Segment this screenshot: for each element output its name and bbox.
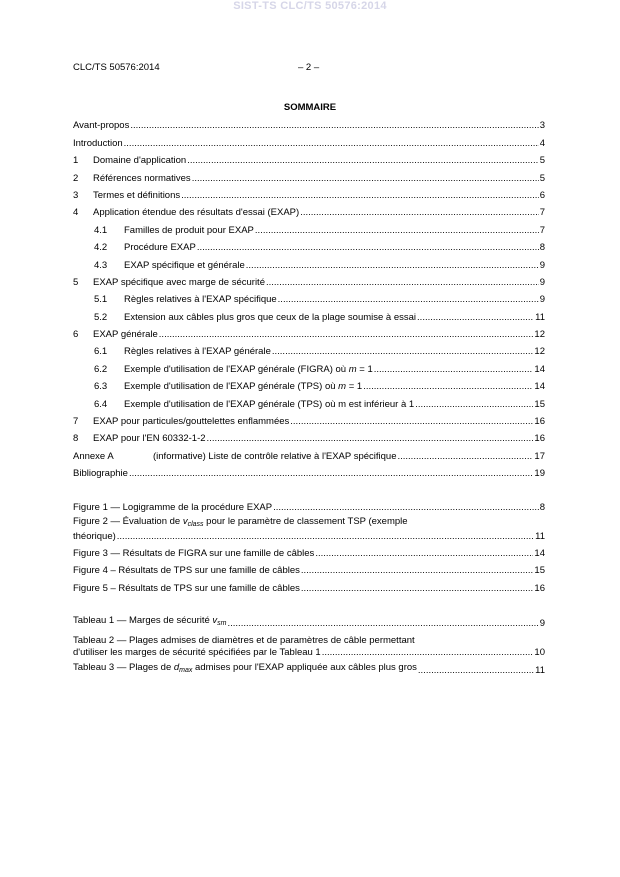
toc-entry-bibliographie[interactable]: Bibliographie ..... 19 xyxy=(73,463,545,480)
toc-entry-5[interactable]: 5 EXAP spécifique avec marge de sécurité ..... 9 xyxy=(73,272,545,289)
toc-entry-annexe-a[interactable]: Annexe A (informative) Liste de contrôle relative à l'EXAP spécifique ..... 17 xyxy=(73,445,545,462)
toc-entry-6-2[interactable]: 6.2 Exemple d'utilisation de l'EXAP générale (FIGRA) où m = 1 ..... 14 xyxy=(73,358,545,375)
figure-entry-3[interactable]: Figure 3 — Résultats de FIGRA sur une famille de câbles ..... 14 xyxy=(73,543,545,560)
toc-entry-3[interactable]: 3 Termes et définitions ..... 6 xyxy=(73,185,545,202)
toc-entry-1[interactable]: 1 Domaine d'application ..... 5 xyxy=(73,150,545,167)
watermark: SIST-TS CLC/TS 50576:2014 xyxy=(233,0,387,12)
toc-entry-2[interactable]: 2 Références normatives ..... 5 xyxy=(73,167,545,184)
toc-entry-6[interactable]: 6 EXAP générale ..... 12 xyxy=(73,324,545,341)
toc-entry-4[interactable]: 4 Application étendue des résultats d'essai (EXAP) ..... 7 xyxy=(73,202,545,219)
toc-entry-5-1[interactable]: 5.1 Règles relatives à l'EXAP spécifique ..... 9 xyxy=(73,289,545,306)
figure-entry-4[interactable]: Figure 4 – Résultats de TPS sur une famille de câbles ..... 15 xyxy=(73,560,545,577)
toc-entry-6-4[interactable]: 6.4 Exemple d'utilisation de l'EXAP générale (TPS) où m est inférieur à 1 ..... 15 xyxy=(73,393,545,410)
toc-entry-4-1[interactable]: 4.1 Familles de produit pour EXAP ..... 7 xyxy=(73,219,545,236)
toc-entry-8[interactable]: 8 EXAP pour l'EN 60332-1-2 ..... 16 xyxy=(73,428,545,445)
toc-entry-4-2[interactable]: 4.2 Procédure EXAP ..... 8 xyxy=(73,237,545,254)
toc-entry-5-2[interactable]: 5.2 Extension aux câbles plus gros que ceux de la plage soumise à essai ..... 11 xyxy=(73,306,545,323)
table-entry-1[interactable]: Tableau 1 — Marges de sécurité $v_{sm}$ ..... 9 xyxy=(73,613,545,630)
table-entry-2[interactable]: Tableau 2 — Plages admises de diamètres et de paramètres de câble permettant d'utiliser les marges de sécurité spécifiées par le Tableau 1 ..... 10 xyxy=(73,630,545,659)
toc-entry-6-1[interactable]: 6.1 Règles relatives à l'EXAP générale ..... 12 xyxy=(73,341,545,358)
document-id: CLC/TS 50576:2014 xyxy=(73,62,160,73)
figure-entry-2[interactable]: Figure 2 — Évaluation de $v_{class}$ pour le paramètre de classement TSP (exemple théorique) ..... 11 xyxy=(73,514,545,543)
figure-entry-5[interactable]: Figure 5 – Résultats de TPS sur une famille de câbles ..... 16 xyxy=(73,577,545,594)
toc-entry-introduction[interactable]: Introduction ..... 4 xyxy=(73,132,545,149)
toc-entry-avant-propos[interactable]: Avant-propos ..... 3 xyxy=(73,115,545,132)
table-of-contents xyxy=(73,115,545,677)
toc-entry-6-3[interactable]: 6.3 Exemple d'utilisation de l'EXAP générale (TPS) où m = 1 ..... 14 xyxy=(73,376,545,393)
toc-entry-4-3[interactable]: 4.3 EXAP spécifique et générale ..... 9 xyxy=(73,254,545,271)
page-number: – 2 – xyxy=(298,62,320,73)
toc-title: SOMMAIRE xyxy=(283,102,337,113)
toc-entry-7[interactable]: 7 EXAP pour particules/gouttelettes enflammées ..... 16 xyxy=(73,411,545,428)
table-entry-3[interactable]: Tableau 3 — Plages de $d_{max}$ admises pour l'EXAP appliquée aux câbles plus gros ..... 11 xyxy=(73,659,545,676)
figure-entry-1[interactable]: Figure 1 — Logigramme de la procédure EXAP ..... 8 xyxy=(73,496,545,513)
